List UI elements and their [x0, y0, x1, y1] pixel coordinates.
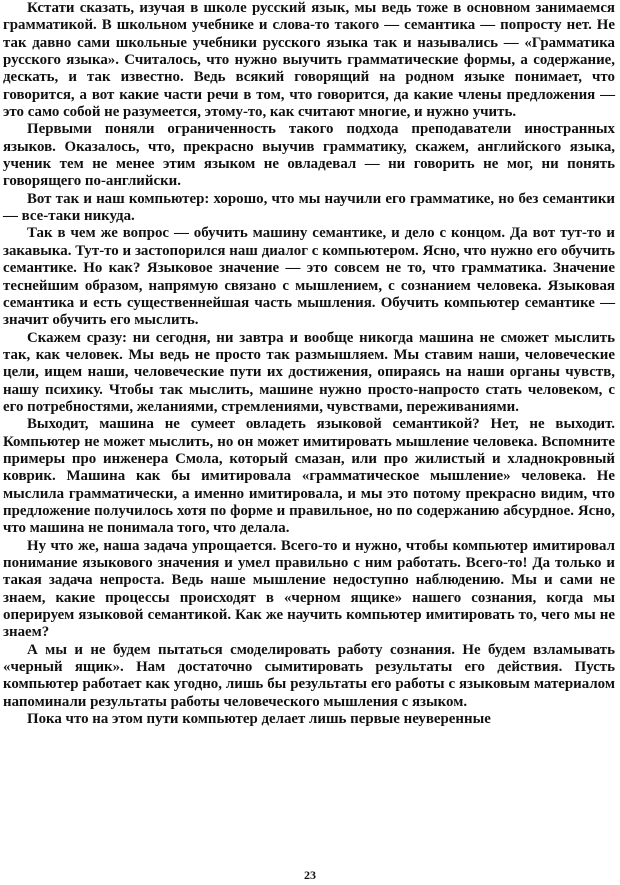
paragraph-8: А мы и не будем пытаться смоделировать работу сознания. Не будем взламывать «черный ящик». Нам достаточно сымитировать результаты его действия. Пусть компьютер работает как угодно, лишь бы результаты его работы с языковым материалом напоминали результаты работы человеческого мышления с языком. [3, 641, 615, 710]
paragraph-7: Ну что же, наша задача упрощается. Всего-то и нужно, чтобы компьютер имитировал понимание языкового значения и умел правильно с ним работать. Всего-то! Да только и такая задача непроста. Ведь наше мышление недоступно наблюдению. Мы и сами не знаем, какие процессы происходят в «черном ящике» нашего сознания, когда мы оперируем языковой семантикой. Как же научить компьютер имитировать то, чего мы не знаем? [3, 537, 615, 641]
paragraph-1: Кстати сказать, изучая в школе русский язык, мы ведь тоже в основном занимаемся грамматикой. В школьном учебнике и слова-то такого — семантика — попросту нет. Не так давно сами школьные учебники русского языка так и назывались — «Грамматика русского языка». Считалось, что нужно выучить грамматические формы, а содержание, дескать, и так известно. Ведь всякий говорящий на родном языке понимает, что говорится, а вот какие части речи в том, что говорится, да какие члены предложения — это само собой не разумеется, этому-то, как считают многие, и нужно учить. [3, 0, 615, 121]
body-text [3, 0, 615, 728]
paragraph-5: Скажем сразу: ни сегодня, ни завтра и вообще никогда машина не сможет мыслить так, как человек. Мы ведь не просто так размышляем. Мы ставим наши, человеческие цели, ищем наши, человеческие пути их достижения, опираясь на наши органы чувств, нашу психику. Чтобы так мыслить, машине нужно просто-напросто стать человеком, с его потребностями, желаниями, стремлениями, чувствами, переживаниями. [3, 329, 615, 415]
paragraph-4: Так в чем же вопрос — обучить машину семантике, и дело с концом. Да вот тут-то и закавыка. Тут-то и застопорился наш диалог с компьютером. Ясно, что нужно его обучить семантике. Но как? Языковое значение — это совсем не то, что грамматика. Значение теснейшим образом, напрямую связано с мышлением, с сознанием человека. Языковая семантика и есть существеннейшая часть мышления. Обучить компьютер семантике — значит обучить его мыслить. [3, 225, 615, 329]
page-number: 23 [304, 868, 316, 882]
paragraph-6: Выходит, машина не сумеет овладеть языковой семантикой? Нет, не выходит. Компьютер не может мыслить, но он может имитировать мышление человека. Вспомните примеры про инженера Смола, который смазан, или про жилистый и хладнокровный коврик. Машина как бы имитировала «грамматическое мышление» человека. Не мыслила грамматически, а именно имитировала, и мы это потому прекрасно видим, что предложение получилось хотя по форме и правильное, но по содержанию абсурдное. Ясно, что машина не понимала того, что делала. [3, 416, 615, 537]
paragraph-3: Вот так и наш компьютер: хорошо, что мы научили его грамматике, но без семантики — все-таки никуда. [3, 190, 615, 225]
paragraph-2: Первыми поняли ограниченность такого подхода преподаватели иностранных языков. Оказалось, что, прекрасно выучив грамматику, скажем, английского языка, ученик тем не менее этим языком не овладевал — ни говорить не мог, ни понять говорящего по-английски. [3, 121, 615, 190]
paragraph-9: Пока что на этом пути компьютер делает лишь первые неуверенные [27, 711, 491, 728]
